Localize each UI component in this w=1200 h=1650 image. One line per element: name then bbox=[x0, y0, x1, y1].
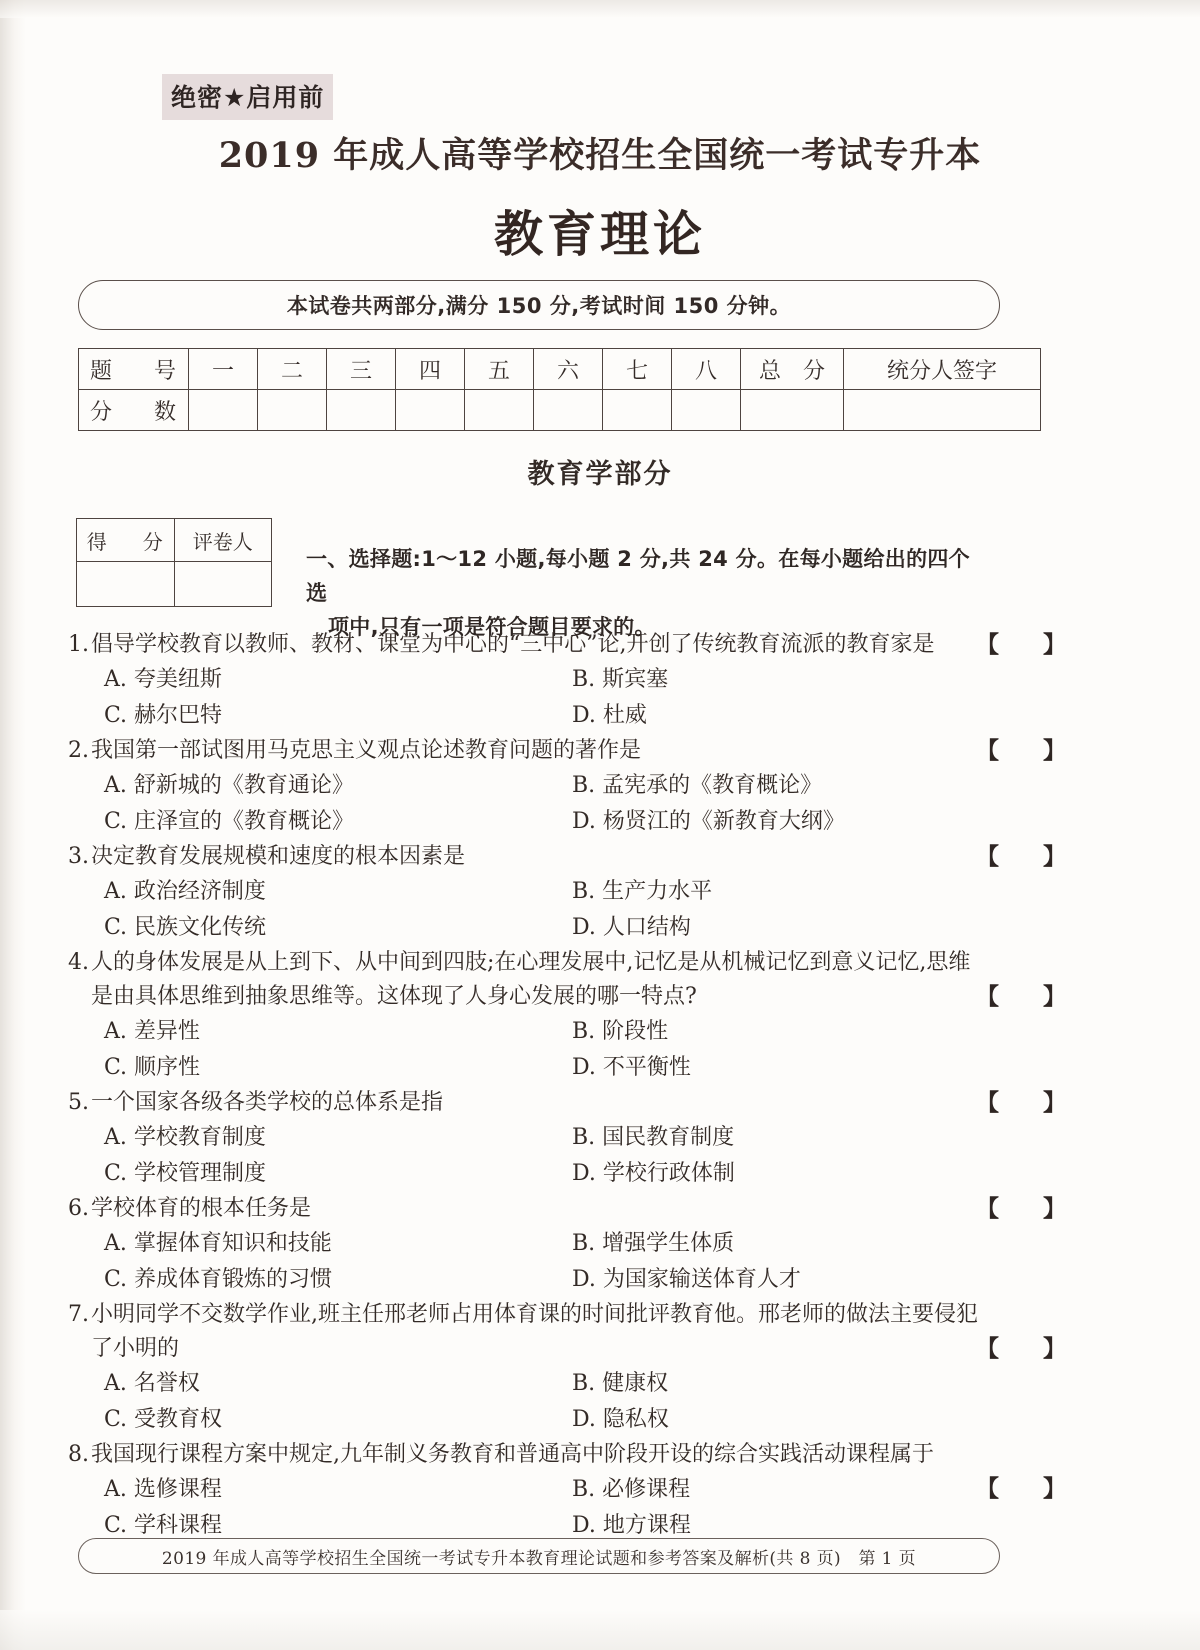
answer-bracket-right: 】 bbox=[1043, 1196, 1066, 1222]
option-a[interactable]: A. 差异性 bbox=[104, 1019, 200, 1044]
question-stem bbox=[91, 946, 1068, 1014]
option-c[interactable]: C. 养成体育锻炼的习惯 bbox=[104, 1267, 333, 1292]
table-row bbox=[77, 562, 272, 607]
score-table bbox=[78, 348, 1041, 431]
answer-bracket-left: 【 bbox=[976, 1196, 999, 1222]
answer-bracket-left: 【 bbox=[976, 1476, 999, 1502]
question-stem: 我国第一部试图用马克思主义观点论述教育问题的著作是 bbox=[91, 738, 642, 763]
answer-bracket-right: 】 bbox=[1043, 632, 1066, 658]
question-stem-row bbox=[68, 734, 1068, 768]
answer-bracket-right: 】 bbox=[1043, 1090, 1066, 1116]
answer-bracket-right: 】 bbox=[1043, 1476, 1066, 1502]
grader-box-score-cell[interactable] bbox=[77, 562, 175, 607]
option-a[interactable]: A. 夸美纽斯 bbox=[104, 667, 222, 692]
answer-bracket-right: 】 bbox=[1043, 984, 1066, 1010]
score-cell-total[interactable] bbox=[741, 390, 844, 431]
question-stem bbox=[91, 1438, 1068, 1472]
option-b[interactable]: B. 增强学生体质 bbox=[572, 1231, 735, 1256]
answer-bracket[interactable] bbox=[976, 628, 1068, 662]
score-table-header-cell: 八 bbox=[672, 349, 741, 390]
option-d[interactable]: D. 地方课程 bbox=[572, 1513, 691, 1538]
score-cell[interactable] bbox=[327, 390, 396, 431]
answer-bracket-left: 【 bbox=[976, 738, 999, 764]
question-options bbox=[68, 662, 1068, 734]
option-c[interactable]: C. 赫尔巴特 bbox=[104, 703, 223, 728]
question-number: 8. bbox=[68, 1442, 89, 1467]
question-stem-row bbox=[68, 1192, 1068, 1226]
answer-bracket[interactable] bbox=[976, 840, 1068, 874]
question-stem-line-2: 了小明的 bbox=[91, 1336, 180, 1361]
page-footer bbox=[78, 1538, 1000, 1574]
score-table-header-cell-signature: 统分人签字 bbox=[844, 349, 1041, 390]
question-stem-row bbox=[68, 628, 1068, 662]
answer-bracket-left: 【 bbox=[976, 984, 999, 1010]
option-a[interactable]: A. 掌握体育知识和技能 bbox=[104, 1231, 332, 1256]
exam-notice-text: 本试卷共两部分,满分 150 分,考试时间 150 分钟。 bbox=[286, 294, 792, 318]
score-table-header-cell: 五 bbox=[465, 349, 534, 390]
option-c[interactable]: C. 受教育权 bbox=[104, 1407, 223, 1432]
scan-edge-top bbox=[0, 0, 1200, 18]
answer-bracket[interactable] bbox=[976, 1472, 1068, 1506]
option-d[interactable]: D. 学校行政体制 bbox=[572, 1161, 735, 1186]
option-b[interactable]: B. 阶段性 bbox=[572, 1019, 669, 1044]
question-options bbox=[68, 1366, 1068, 1438]
question-number: 4. bbox=[68, 950, 89, 975]
option-a[interactable]: A. 选修课程 bbox=[104, 1477, 222, 1502]
option-b[interactable]: B. 健康权 bbox=[572, 1371, 669, 1396]
question-number: 7. bbox=[68, 1302, 89, 1327]
score-cell[interactable] bbox=[603, 390, 672, 431]
question-stem-line-1: 我国现行课程方案中规定,九年制义务教育和普通高中阶段开设的综合实践活动课程属于 bbox=[91, 1442, 934, 1467]
question-number: 6. bbox=[68, 1196, 89, 1221]
question-options bbox=[68, 1472, 1068, 1544]
part-heading: 教育学部分 bbox=[527, 459, 673, 490]
option-b[interactable]: B. 必修课程 bbox=[572, 1477, 691, 1502]
question-options bbox=[68, 1120, 1068, 1192]
score-table-header-cell: 三 bbox=[327, 349, 396, 390]
score-cell[interactable] bbox=[189, 390, 258, 431]
score-cell[interactable] bbox=[258, 390, 327, 431]
answer-bracket-left: 【 bbox=[976, 1090, 999, 1116]
table-row bbox=[77, 519, 272, 562]
answer-bracket-left: 【 bbox=[976, 844, 999, 870]
score-table-row-label: 题 号 bbox=[79, 349, 189, 390]
question-stem bbox=[91, 1298, 1068, 1366]
answer-bracket-left: 【 bbox=[976, 632, 999, 658]
score-cell[interactable] bbox=[465, 390, 534, 431]
option-c[interactable]: C. 庄泽宣的《教育概论》 bbox=[104, 809, 355, 834]
score-cell[interactable] bbox=[534, 390, 603, 431]
question-stem-row bbox=[68, 946, 1068, 1014]
question-number: 1. bbox=[68, 632, 89, 657]
page-title: 2019 年成人高等学校招生全国统一考试专升本 bbox=[218, 135, 982, 176]
option-c[interactable]: C. 民族文化传统 bbox=[104, 915, 267, 940]
score-table-row-label: 分 数 bbox=[79, 390, 189, 431]
question-stem: 决定教育发展规模和速度的根本因素是 bbox=[91, 844, 466, 869]
option-d[interactable]: D. 隐私权 bbox=[572, 1407, 669, 1432]
question-options bbox=[68, 768, 1068, 840]
option-d[interactable]: D. 人口结构 bbox=[572, 915, 691, 940]
answer-bracket[interactable] bbox=[976, 1332, 1068, 1366]
exam-notice-box bbox=[78, 280, 1000, 330]
section-instruction-line-1: 一、选择题:1～12 小题,每小题 2 分,共 24 分。在每小题给出的四个选 bbox=[306, 547, 970, 605]
grader-box-marker-label: 评卷人 bbox=[174, 519, 272, 562]
option-b[interactable]: B. 孟宪承的《教育概论》 bbox=[572, 773, 823, 798]
score-cell-signature[interactable] bbox=[844, 390, 1041, 431]
question-8 bbox=[68, 1438, 1068, 1544]
question-7 bbox=[68, 1298, 1068, 1438]
option-a[interactable]: A. 名誉权 bbox=[104, 1371, 200, 1396]
option-d[interactable]: D. 杨贤江的《新教育大纲》 bbox=[572, 809, 845, 834]
question-number: 3. bbox=[68, 844, 89, 869]
option-a[interactable]: A. 政治经济制度 bbox=[104, 879, 266, 904]
question-stem-line-1: 小明同学不交数学作业,班主任邢老师占用体育课的时间批评教育他。邢老师的做法主要侵犯 bbox=[91, 1302, 978, 1327]
question-stem: 倡导学校教育以教师、教材、课堂为中心的“三中心”论,开创了传统教育流派的教育家是 bbox=[91, 632, 935, 657]
score-cell[interactable] bbox=[396, 390, 465, 431]
score-cell[interactable] bbox=[672, 390, 741, 431]
option-a[interactable]: A. 学校教育制度 bbox=[104, 1125, 266, 1150]
question-list bbox=[68, 628, 1068, 1544]
option-c[interactable]: C. 学校管理制度 bbox=[104, 1161, 267, 1186]
question-options bbox=[68, 874, 1068, 946]
grader-box-score-label: 得 分 bbox=[77, 519, 175, 562]
option-c[interactable]: C. 顺序性 bbox=[104, 1055, 201, 1080]
question-2 bbox=[68, 734, 1068, 840]
answer-bracket-right: 】 bbox=[1043, 1336, 1066, 1362]
score-table-header-cell-total: 总 分 bbox=[741, 349, 844, 390]
secret-tag: 绝密★启用前 bbox=[162, 74, 333, 120]
option-d[interactable]: D. 为国家输送体育人才 bbox=[572, 1267, 801, 1292]
answer-bracket-left: 【 bbox=[976, 1336, 999, 1362]
option-c[interactable]: C. 学科课程 bbox=[104, 1513, 223, 1538]
section-instruction-line-2: 项中,只有一项是符合题目要求的。 bbox=[328, 615, 656, 639]
score-table-header-cell: 二 bbox=[258, 349, 327, 390]
question-stem-row bbox=[68, 1298, 1068, 1366]
question-stem: 学校体育的根本任务是 bbox=[91, 1196, 312, 1221]
question-number: 5. bbox=[68, 1090, 89, 1115]
page-footer-text: 2019 年成人高等学校招生全国统一考试专升本教育理论试题和参考答案及解析(共 8 页) 第 1 页 bbox=[161, 1548, 917, 1569]
answer-bracket[interactable] bbox=[976, 1086, 1068, 1120]
answer-bracket-right: 】 bbox=[1043, 844, 1066, 870]
option-a[interactable]: A. 舒新城的《教育通论》 bbox=[104, 773, 354, 798]
question-6 bbox=[68, 1192, 1068, 1298]
answer-bracket[interactable] bbox=[976, 980, 1068, 1014]
question-options bbox=[68, 1014, 1068, 1086]
score-table-header-cell: 七 bbox=[603, 349, 672, 390]
scan-edge-bottom bbox=[0, 1610, 1200, 1650]
question-stem-line-2: 是由具体思维到抽象思维等。这体现了人身心发展的哪一特点? bbox=[91, 984, 697, 1009]
answer-bracket-right: 】 bbox=[1043, 738, 1066, 764]
question-3 bbox=[68, 840, 1068, 946]
question-stem-line-1: 人的身体发展是从上到下、从中间到四肢;在心理发展中,记忆是从机械记忆到意义记忆,思维 bbox=[91, 950, 971, 975]
option-b[interactable]: B. 国民教育制度 bbox=[572, 1125, 735, 1150]
score-table-header-cell: 四 bbox=[396, 349, 465, 390]
option-d[interactable]: D. 杜威 bbox=[572, 703, 647, 728]
grader-box-marker-cell[interactable] bbox=[174, 562, 272, 607]
question-4 bbox=[68, 946, 1068, 1086]
grader-box bbox=[76, 518, 272, 607]
question-5 bbox=[68, 1086, 1068, 1192]
question-options bbox=[68, 1226, 1068, 1298]
option-b[interactable]: B. 生产力水平 bbox=[572, 879, 713, 904]
question-1 bbox=[68, 628, 1068, 734]
table-row bbox=[79, 349, 1041, 390]
option-d[interactable]: D. 不平衡性 bbox=[572, 1055, 691, 1080]
question-stem-row bbox=[68, 840, 1068, 874]
option-b[interactable]: B. 斯宾塞 bbox=[572, 667, 669, 692]
question-stem: 一个国家各级各类学校的总体系是指 bbox=[91, 1090, 444, 1115]
score-table-header-cell: 一 bbox=[189, 349, 258, 390]
question-number: 2. bbox=[68, 738, 89, 763]
table-row bbox=[79, 390, 1041, 431]
answer-bracket[interactable] bbox=[976, 1192, 1068, 1226]
question-stem-row bbox=[68, 1086, 1068, 1120]
subject-title: 教育理论 bbox=[493, 206, 706, 263]
score-table-header-cell: 六 bbox=[534, 349, 603, 390]
answer-bracket[interactable] bbox=[976, 734, 1068, 768]
